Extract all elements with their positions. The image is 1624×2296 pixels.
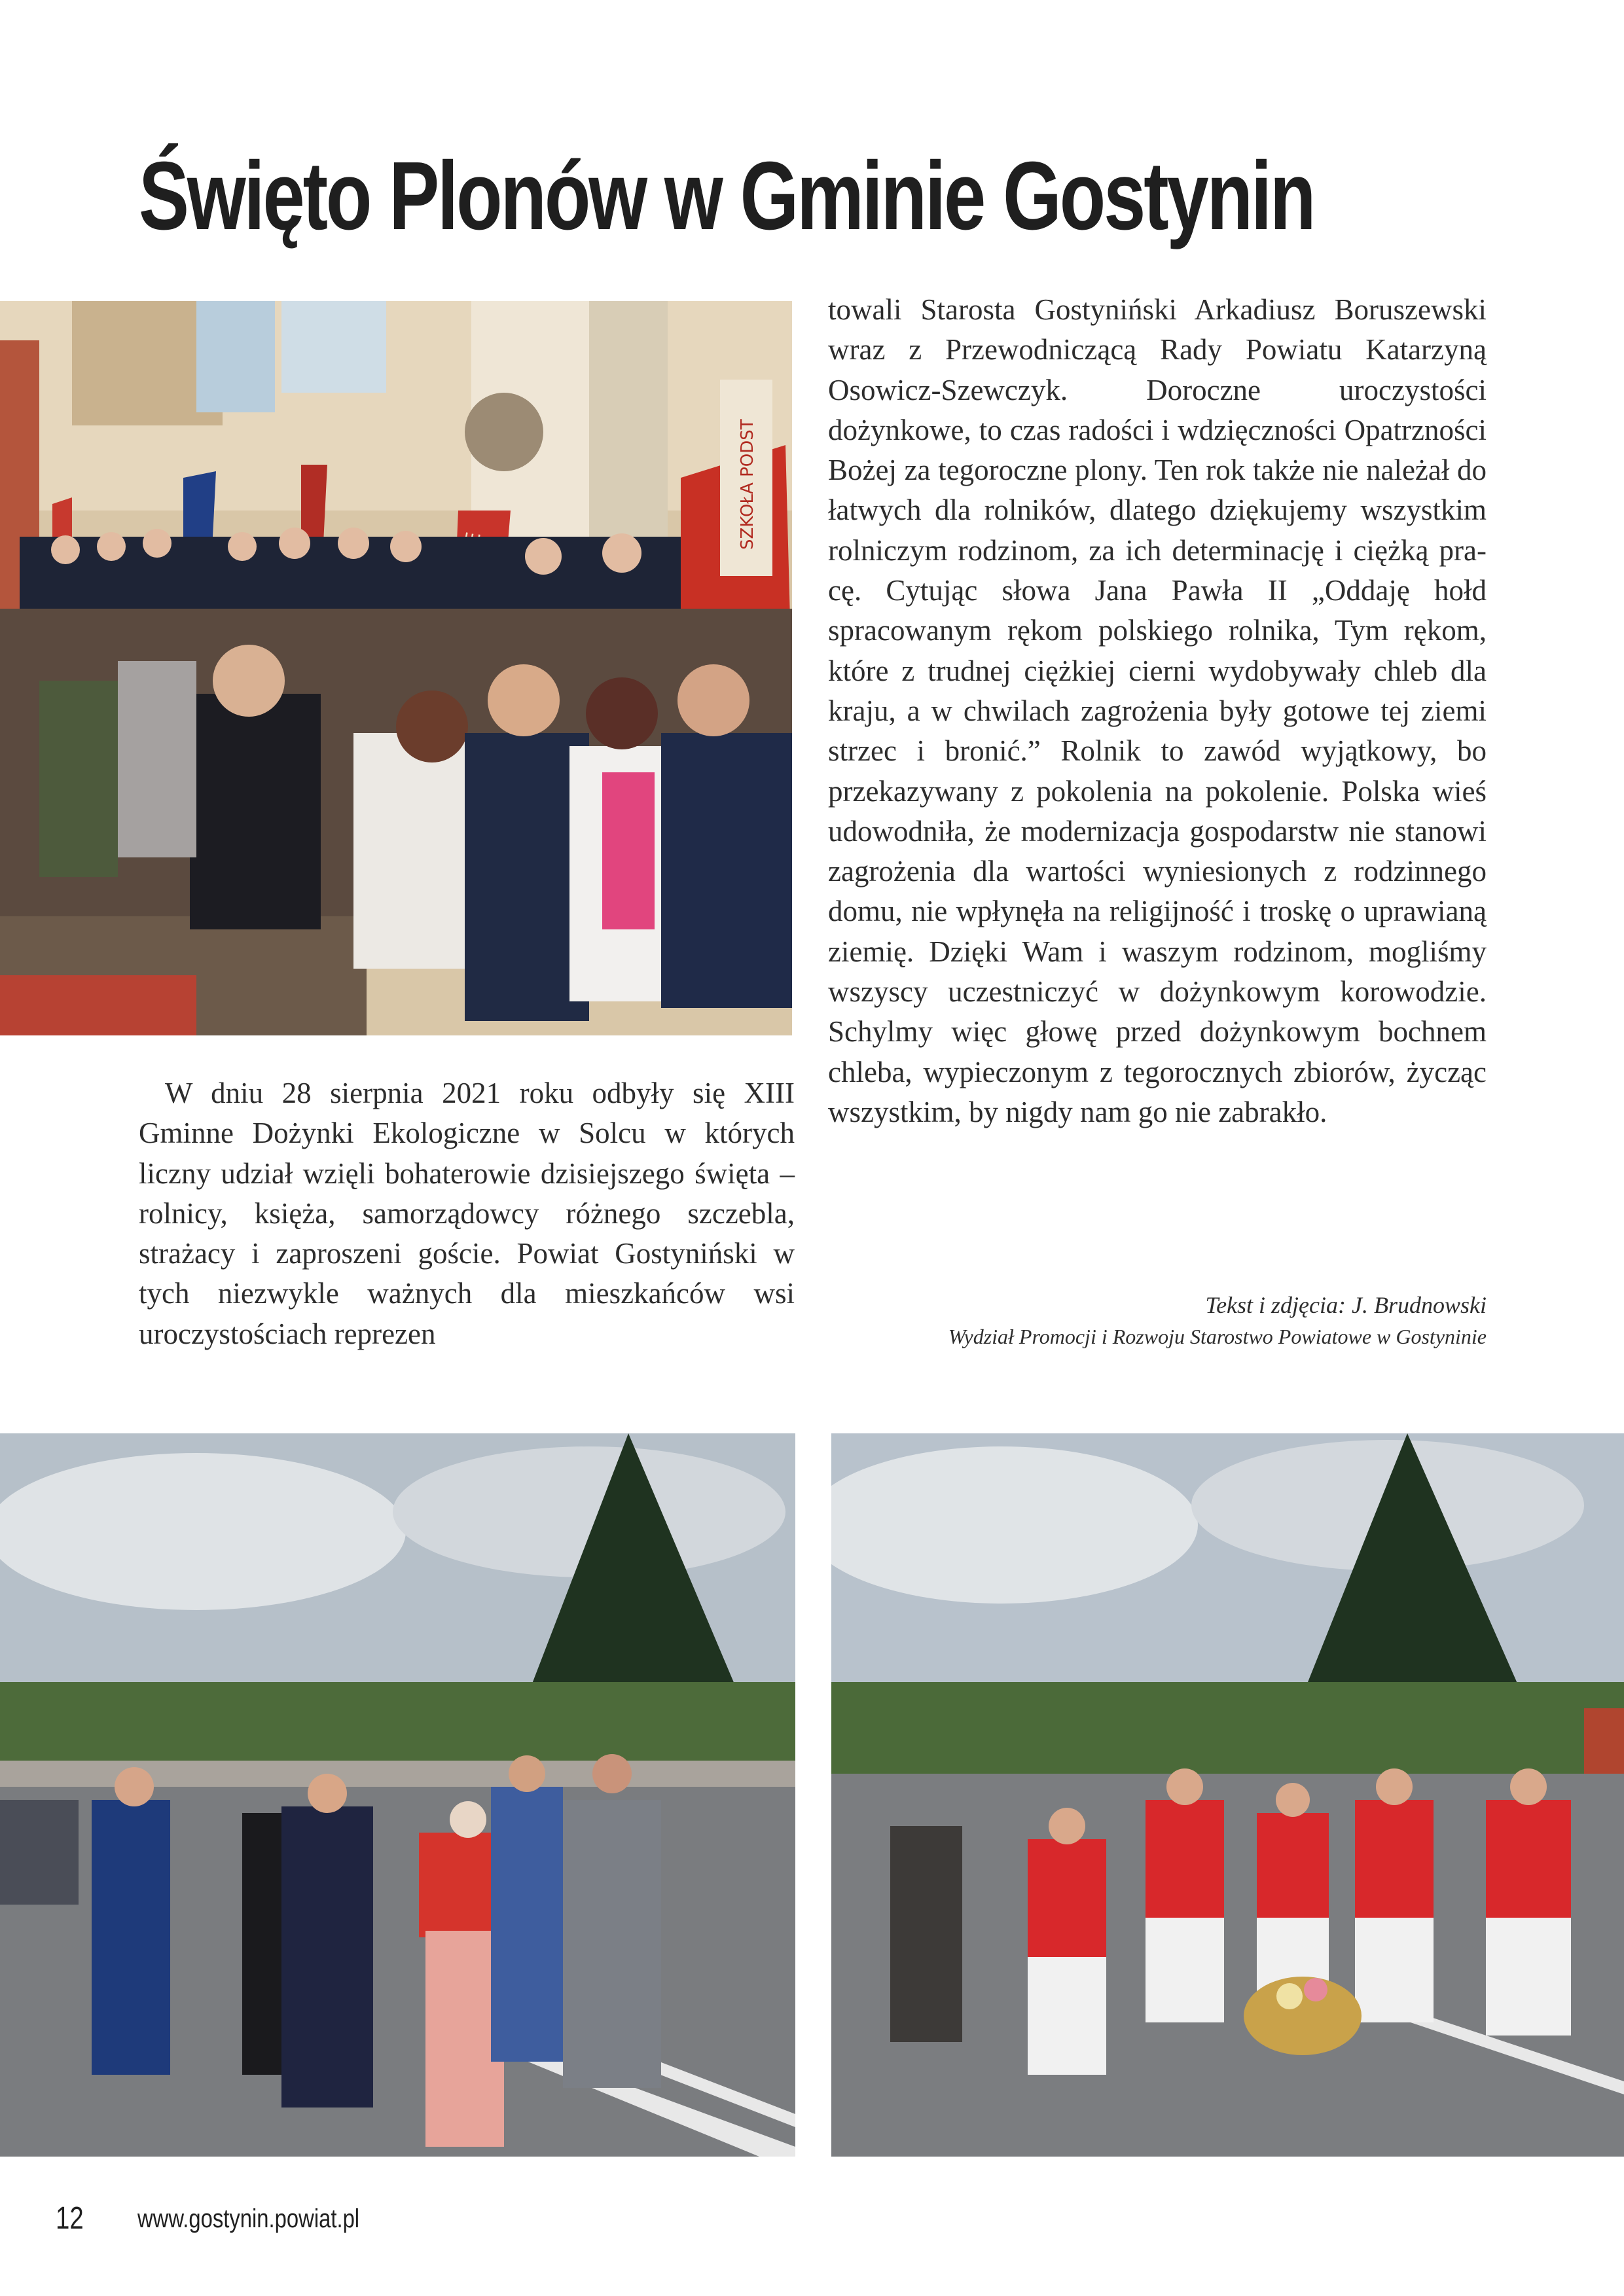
photo-officials-procession [0,1433,795,2157]
article-body-right: towali Starosta Gostyniński Arkadiusz Boruszewski wraz z Przewodniczącą Rady Powiatu Katarzyną Osowicz-Szewczyk. Doroczne uroczystości dożynkowe, to czas radości i wdzięczności Opatrzności Bożej za tegoroczne plony. Ten rok także nie należał do łatwych dla rolników, dlatego dziękujemy wszystkim rolniczym rodzinom, za ich determinację i ciężką pracę. Cytując słowa Jana Pawła II „Oddaję hołd spracowanym rękom polskiego rolnika, Tym rękom, które z trudnej ciężkiej cierni wydobywały chleb dla kraju, a w chwilach zagrożenia były gotowe tej ziemi strzec i bronić.” Rolnik to zawód wyjątkowy, bo przekazywany z pokolenia na pokolenie. Polska wieś udowodniła, że modernizacja gospodarstw nie stanowi zagrożenia dla wartości wyniesionych z rodzinnego domu, nie wpłynęła na religijność i troskę o uprawianą ziemię. Dzięki Wam i waszym rodzinom, mogliśmy wszyscy uczestniczyć w dożynkowym korowodzie. Schylmy więc głowę przed dożynkowym bochnem chleba, wypieczonym z tegorocznych zbiorów, życząc wszystkim, by nigdy nam go nie zabrakło. [828,293,1487,1128]
photo-church-ceremony [0,301,792,1035]
photo-folk-women-procession [831,1433,1624,2157]
article-title: Święto Plonów w Gminie Gostynin [139,142,1314,250]
article-body-left: W dniu 28 sierpnia 2021 roku odbyły się XIII Gminne Dożynki Ekologiczne w Solcu w których liczny udział wzięli bohaterowie dzisiejszego święta – rolnicy, księża, samorządowcy różnego szczebla, strażacy i zaproszeni goście. Powiat Gostyniński w tych niezwykle ważnych dla mieszkańców wsi uroczystościach reprezen [139,1077,795,1350]
flag-text: SZKOŁA PODST [738,419,757,550]
credit-author: Tekst i zdjęcia: J. Brudnowski [1205,1292,1487,1318]
footer-website: www.gostynin.powiat.pl [137,2204,360,2233]
credit-department: Wydział Promocji i Rozwoju Starostwo Powiatowe w Gostyninie [948,1325,1487,1348]
page-number: 12 [56,2201,84,2236]
photo-credits [948,1289,1487,1352]
